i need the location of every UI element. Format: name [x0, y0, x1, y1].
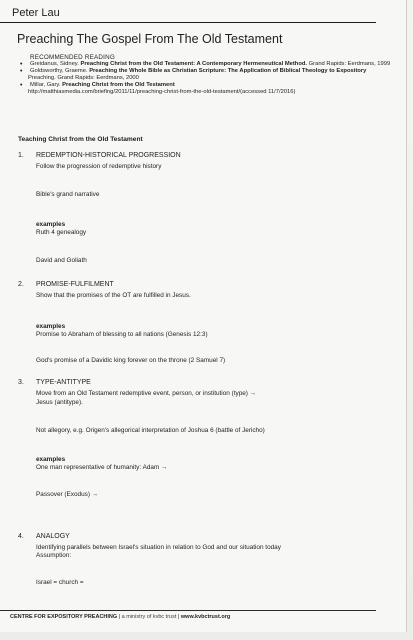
footer-org: CENTRE FOR EXPOSITORY PREACHING [10, 614, 118, 620]
recommended-reading [20, 54, 395, 96]
point-description: Move from an Old Testament redemptive event, person, or institution (type) → [36, 390, 257, 397]
document-title: Preaching The Gospel From The Old Testament [17, 32, 283, 46]
footer [10, 614, 230, 620]
reading-title-continued: Preaching. [28, 75, 56, 81]
point-description: Follow the progression of redemptive history [36, 163, 162, 170]
examples-label: examples [36, 323, 66, 330]
footer-url[interactable]: www.kvbctrust.org [180, 614, 231, 620]
reading-author: Greidanus, Sidney. [30, 61, 79, 67]
point-description: Identifying parallels between Israel's situation in relation to God and our situation today [36, 544, 281, 551]
reading-item [20, 61, 395, 68]
example-item: Passover (Exodus) → [36, 491, 99, 498]
reading-author: Goldsworthy, Graeme. [30, 68, 88, 74]
point-number: 1. [18, 152, 24, 159]
footer-ministry: a ministry of kvbc trust [121, 614, 177, 620]
point-title: PROMISE-FULFILMENT [36, 281, 114, 288]
reading-publisher: Grand Rapids: Eerdmans, 1999 [308, 61, 391, 67]
point-number: 3. [18, 379, 24, 386]
author-name: Peter Lau [12, 7, 60, 19]
point-number: 4. [18, 533, 24, 540]
header-rule [0, 22, 376, 23]
bullet-icon: • [20, 82, 23, 89]
reading-url[interactable]: http://matthiasmedia.com/briefing/2011/11/preaching-christ-from-the-old-testament/(accessed 11/7/2016) [28, 89, 296, 95]
point-number: 2. [18, 281, 24, 288]
examples-label: examples [36, 221, 66, 228]
point-description-continued: Assumption: [36, 552, 72, 559]
example-item: Ruth 4 genealogy [36, 229, 87, 236]
point-description-continued: Jesus (antitype). [36, 399, 83, 406]
reading-title: Preaching Christ from the Old Testament: A Contemporary Hermeneutical Method. [80, 61, 308, 67]
section-heading: Teaching Christ from the Old Testament [18, 136, 143, 143]
reading-item [20, 68, 395, 75]
reading-title: Preaching Christ from the Old Testament [62, 82, 175, 88]
reading-item-continuation [20, 75, 395, 82]
footer-rule [0, 610, 376, 611]
reading-title: Preaching the Whole Bible as Christian Scripture: The Application of Biblical Theology to Expository [89, 68, 367, 74]
bullet-icon: • [20, 61, 23, 68]
point-title: ANALOGY [36, 533, 70, 540]
example-item: God's promise of a Davidic king forever on the throne (2 Samuel 7) [36, 357, 226, 364]
example-item: One man representative of humanity: Adam → [36, 464, 168, 471]
examples-label: examples [36, 456, 66, 463]
point-note: Bible's grand narrative [36, 191, 100, 198]
footer-separator: | [177, 614, 181, 620]
example-item: Promise to Abraham of blessing to all nations (Genesis 12:3) [36, 331, 208, 338]
example-item: David and Goliath [36, 257, 87, 264]
reading-author: Millar, Gary. [30, 82, 61, 88]
reading-publisher: Grand Rapids: Eerdmans, 2000 [57, 75, 139, 81]
recommended-reading-heading: RECOMMENDED READING [30, 54, 115, 61]
footer-separator: | [118, 614, 122, 620]
bullet-icon: • [20, 68, 23, 75]
example-item: Israel = church = [36, 579, 84, 586]
point-title: REDEMPTION-HISTORICAL PROGRESSION [36, 152, 181, 159]
point-description: Show that the promises of the OT are fulfilled in Jesus. [36, 292, 191, 299]
point-note: Not allegory, e.g. Origen's allegorical interpretation of Joshua 6 (battle of Jericho) [36, 427, 265, 434]
point-title: TYPE-ANTITYPE [36, 379, 91, 386]
reading-item [20, 82, 395, 89]
